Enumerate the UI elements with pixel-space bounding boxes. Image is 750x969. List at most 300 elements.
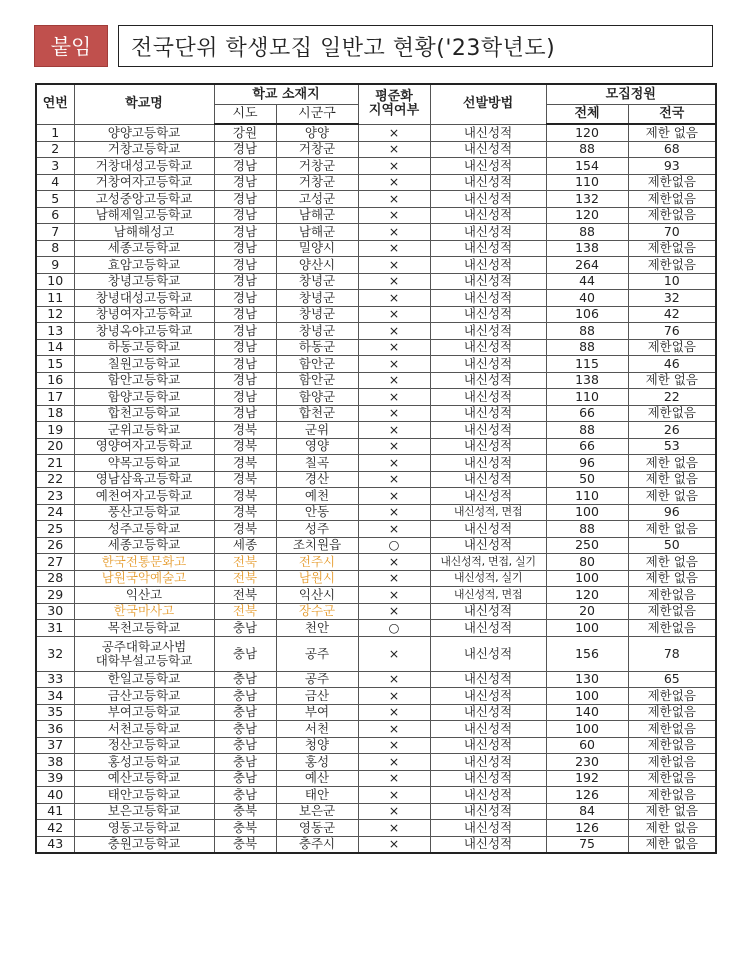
cell-national: 제한 없음 (628, 372, 716, 389)
cell-sido: 경남 (214, 158, 276, 175)
cell-sido: 충남 (214, 620, 276, 637)
cell-national: 제한없음 (628, 754, 716, 771)
table-row (36, 603, 716, 620)
cell-no: 28 (36, 570, 74, 587)
cell-school-name: 금산고등학교 (74, 688, 214, 705)
cell-total: 88 (546, 422, 628, 439)
cell-no: 37 (36, 737, 74, 754)
cell-selection-method: 내신성적 (430, 471, 546, 488)
cell-total: 120 (546, 207, 628, 224)
table-row (36, 141, 716, 158)
cell-sigungu: 창녕군 (276, 273, 358, 290)
cell-total: 96 (546, 455, 628, 472)
cell-total: 100 (546, 504, 628, 521)
cell-national: 제한없음 (628, 620, 716, 637)
page-header (34, 25, 713, 67)
table-row (36, 273, 716, 290)
cell-school-name: 칠원고등학교 (74, 356, 214, 373)
cell-total: 132 (546, 191, 628, 208)
cell-school-name: 양양고등학교 (74, 124, 214, 141)
cell-national: 53 (628, 438, 716, 455)
cell-sido: 충남 (214, 636, 276, 671)
cell-selection-method: 내신성적 (430, 820, 546, 837)
header-school: 학교명 (74, 84, 214, 124)
cell-equalization: × (358, 356, 430, 373)
cell-equalization: × (358, 306, 430, 323)
cell-selection-method: 내신성적 (430, 754, 546, 771)
cell-sido: 경북 (214, 521, 276, 538)
cell-national: 제한없음 (628, 787, 716, 804)
cell-total: 110 (546, 389, 628, 406)
cell-total: 115 (546, 356, 628, 373)
cell-total: 126 (546, 787, 628, 804)
cell-selection-method: 내신성적 (430, 389, 546, 406)
cell-sido: 경남 (214, 405, 276, 422)
cell-no: 31 (36, 620, 74, 637)
cell-selection-method: 내신성적 (430, 405, 546, 422)
cell-equalization: × (358, 455, 430, 472)
cell-national: 93 (628, 158, 716, 175)
cell-sigungu: 함안군 (276, 372, 358, 389)
cell-sigungu: 거창군 (276, 141, 358, 158)
cell-school-name: 성주고등학교 (74, 521, 214, 538)
cell-no: 38 (36, 754, 74, 771)
table-row (36, 191, 716, 208)
cell-sido: 세종 (214, 537, 276, 554)
cell-national: 제한 없음 (628, 803, 716, 820)
cell-national: 제한없음 (628, 405, 716, 422)
cell-no: 6 (36, 207, 74, 224)
cell-national: 68 (628, 141, 716, 158)
cell-equalization: × (358, 704, 430, 721)
attachment-tag: 붙임 (34, 25, 108, 67)
cell-national: 제한없음 (628, 721, 716, 738)
table-row (36, 422, 716, 439)
cell-school-name: 남해제일고등학교 (74, 207, 214, 224)
table-row (36, 504, 716, 521)
cell-no: 23 (36, 488, 74, 505)
cell-national: 제한 없음 (628, 554, 716, 571)
cell-total: 138 (546, 240, 628, 257)
cell-selection-method: 내신성적 (430, 191, 546, 208)
cell-sigungu: 성주 (276, 521, 358, 538)
cell-total: 88 (546, 224, 628, 241)
cell-national: 제한없음 (628, 704, 716, 721)
table-row (36, 537, 716, 554)
cell-national: 제한 없음 (628, 570, 716, 587)
cell-school-name: 함양고등학교 (74, 389, 214, 406)
cell-sigungu: 거창군 (276, 174, 358, 191)
cell-school-name: 한국전통문화고 (74, 554, 214, 571)
cell-equalization: × (358, 273, 430, 290)
cell-sido: 전북 (214, 570, 276, 587)
cell-selection-method: 내신성적 (430, 836, 546, 853)
cell-school-name: 정산고등학교 (74, 737, 214, 754)
cell-selection-method: 내신성적, 면접, 실기 (430, 554, 546, 571)
cell-equalization: × (358, 836, 430, 853)
cell-selection-method: 내신성적 (430, 124, 546, 141)
cell-no: 16 (36, 372, 74, 389)
cell-selection-method: 내신성적 (430, 455, 546, 472)
cell-school-name: 창녕고등학교 (74, 273, 214, 290)
cell-sigungu: 하동군 (276, 339, 358, 356)
cell-equalization: × (358, 603, 430, 620)
cell-sigungu: 예천 (276, 488, 358, 505)
cell-total: 156 (546, 636, 628, 671)
cell-sigungu: 보은군 (276, 803, 358, 820)
cell-equalization: × (358, 688, 430, 705)
cell-sido: 경남 (214, 224, 276, 241)
cell-national: 10 (628, 273, 716, 290)
header-total: 전체 (546, 105, 628, 125)
cell-total: 192 (546, 770, 628, 787)
cell-equalization: × (358, 224, 430, 241)
cell-school-name: 서천고등학교 (74, 721, 214, 738)
cell-total: 230 (546, 754, 628, 771)
cell-sigungu: 군위 (276, 422, 358, 439)
cell-sido: 충남 (214, 671, 276, 688)
cell-sido: 경남 (214, 191, 276, 208)
cell-selection-method: 내신성적 (430, 323, 546, 340)
cell-selection-method: 내신성적 (430, 356, 546, 373)
cell-school-name: 영동고등학교 (74, 820, 214, 837)
cell-national: 32 (628, 290, 716, 307)
cell-no: 14 (36, 339, 74, 356)
cell-equalization: × (358, 754, 430, 771)
cell-national: 제한없음 (628, 603, 716, 620)
cell-sido: 경남 (214, 240, 276, 257)
cell-no: 7 (36, 224, 74, 241)
table-row (36, 820, 716, 837)
cell-equalization: × (358, 389, 430, 406)
cell-total: 100 (546, 688, 628, 705)
cell-national: 22 (628, 389, 716, 406)
cell-national: 26 (628, 422, 716, 439)
cell-sido: 강원 (214, 124, 276, 141)
cell-school-name: 고성중앙고등학교 (74, 191, 214, 208)
cell-total: 106 (546, 306, 628, 323)
cell-selection-method: 내신성적 (430, 257, 546, 274)
cell-sigungu: 부여 (276, 704, 358, 721)
cell-equalization: × (358, 671, 430, 688)
header-quota: 모집정원 (546, 84, 716, 105)
cell-national: 제한 없음 (628, 471, 716, 488)
table-body (36, 124, 716, 853)
cell-school-name: 한국마사고 (74, 603, 214, 620)
cell-no: 42 (36, 820, 74, 837)
cell-sigungu: 경산 (276, 471, 358, 488)
header-selection: 선발방법 (430, 84, 546, 124)
cell-no: 26 (36, 537, 74, 554)
cell-sido: 전북 (214, 554, 276, 571)
cell-school-name: 보은고등학교 (74, 803, 214, 820)
cell-sido: 경북 (214, 471, 276, 488)
cell-sido: 경북 (214, 422, 276, 439)
cell-sigungu: 고성군 (276, 191, 358, 208)
cell-equalization: × (358, 290, 430, 307)
table-row (36, 455, 716, 472)
cell-no: 40 (36, 787, 74, 804)
cell-sido: 경북 (214, 455, 276, 472)
cell-national: 제한없음 (628, 688, 716, 705)
cell-national: 제한없음 (628, 770, 716, 787)
cell-equalization: × (358, 323, 430, 340)
cell-national: 제한없음 (628, 174, 716, 191)
cell-national: 제한 없음 (628, 124, 716, 141)
cell-school-name: 약목고등학교 (74, 455, 214, 472)
cell-national: 제한 없음 (628, 820, 716, 837)
cell-sido: 충남 (214, 704, 276, 721)
cell-total: 60 (546, 737, 628, 754)
cell-school-name: 세종고등학교 (74, 537, 214, 554)
cell-no: 15 (36, 356, 74, 373)
cell-selection-method: 내신성적 (430, 521, 546, 538)
cell-equalization: × (358, 803, 430, 820)
cell-selection-method: 내신성적 (430, 438, 546, 455)
header-sido: 시도 (214, 105, 276, 125)
cell-school-name: 세종고등학교 (74, 240, 214, 257)
cell-school-name: 하동고등학교 (74, 339, 214, 356)
cell-equalization: × (358, 636, 430, 671)
cell-equalization: × (358, 339, 430, 356)
cell-total: 40 (546, 290, 628, 307)
table-row (36, 671, 716, 688)
cell-national: 제한 없음 (628, 836, 716, 853)
cell-equalization: ○ (358, 620, 430, 637)
cell-sigungu: 합천군 (276, 405, 358, 422)
cell-equalization: × (358, 570, 430, 587)
cell-school-name: 창녕여자고등학교 (74, 306, 214, 323)
cell-school-name: 남해해성고 (74, 224, 214, 241)
cell-sido: 충남 (214, 770, 276, 787)
cell-no: 1 (36, 124, 74, 141)
cell-national: 46 (628, 356, 716, 373)
cell-national: 65 (628, 671, 716, 688)
cell-sido: 경남 (214, 339, 276, 356)
cell-sido: 경남 (214, 141, 276, 158)
cell-sigungu: 금산 (276, 688, 358, 705)
cell-equalization: × (358, 422, 430, 439)
cell-national: 제한없음 (628, 257, 716, 274)
cell-no: 2 (36, 141, 74, 158)
cell-selection-method: 내신성적 (430, 737, 546, 754)
table-row (36, 688, 716, 705)
table-row (36, 554, 716, 571)
cell-school-name: 목천고등학교 (74, 620, 214, 637)
cell-sigungu: 거창군 (276, 158, 358, 175)
cell-total: 100 (546, 620, 628, 637)
cell-selection-method: 내신성적 (430, 174, 546, 191)
cell-no: 25 (36, 521, 74, 538)
table-row (36, 636, 716, 671)
table-row (36, 770, 716, 787)
cell-sido: 경남 (214, 174, 276, 191)
cell-school-name: 합천고등학교 (74, 405, 214, 422)
table-row (36, 389, 716, 406)
cell-total: 88 (546, 339, 628, 356)
cell-school-name: 충원고등학교 (74, 836, 214, 853)
cell-selection-method: 내신성적 (430, 704, 546, 721)
cell-national: 제한 없음 (628, 488, 716, 505)
cell-no: 35 (36, 704, 74, 721)
cell-no: 34 (36, 688, 74, 705)
cell-national: 78 (628, 636, 716, 671)
cell-sido: 경남 (214, 356, 276, 373)
cell-national: 제한없음 (628, 339, 716, 356)
cell-national: 제한없음 (628, 240, 716, 257)
cell-sido: 경북 (214, 438, 276, 455)
cell-total: 250 (546, 537, 628, 554)
header-sigungu: 시군구 (276, 105, 358, 125)
cell-total: 120 (546, 587, 628, 604)
cell-school-name: 군위고등학교 (74, 422, 214, 439)
cell-selection-method: 내신성적 (430, 422, 546, 439)
cell-equalization: × (358, 471, 430, 488)
cell-national: 76 (628, 323, 716, 340)
cell-sido: 충남 (214, 754, 276, 771)
cell-total: 154 (546, 158, 628, 175)
table-row (36, 587, 716, 604)
cell-total: 140 (546, 704, 628, 721)
cell-school-name: 예산고등학교 (74, 770, 214, 787)
cell-sigungu: 남원시 (276, 570, 358, 587)
cell-sigungu: 전주시 (276, 554, 358, 571)
cell-no: 27 (36, 554, 74, 571)
cell-school-name: 영남삼육고등학교 (74, 471, 214, 488)
cell-school-name: 한일고등학교 (74, 671, 214, 688)
cell-national: 제한없음 (628, 587, 716, 604)
cell-no: 3 (36, 158, 74, 175)
cell-school-name: 예천여자고등학교 (74, 488, 214, 505)
cell-equalization: × (358, 737, 430, 754)
cell-equalization: × (358, 504, 430, 521)
cell-sido: 경남 (214, 372, 276, 389)
cell-sigungu: 창녕군 (276, 306, 358, 323)
schools-table (35, 83, 717, 854)
table-row (36, 721, 716, 738)
table-row (36, 174, 716, 191)
table-row (36, 488, 716, 505)
cell-school-name: 거창고등학교 (74, 141, 214, 158)
cell-no: 11 (36, 290, 74, 307)
cell-sido: 경남 (214, 273, 276, 290)
cell-equalization: ○ (358, 537, 430, 554)
cell-sido: 충북 (214, 836, 276, 853)
table-row (36, 787, 716, 804)
table-row (36, 323, 716, 340)
cell-sigungu: 조치원읍 (276, 537, 358, 554)
cell-selection-method: 내신성적 (430, 688, 546, 705)
cell-sigungu: 창녕군 (276, 323, 358, 340)
cell-selection-method: 내신성적, 면접 (430, 504, 546, 521)
cell-no: 29 (36, 587, 74, 604)
cell-equalization: × (358, 554, 430, 571)
cell-total: 50 (546, 471, 628, 488)
cell-selection-method: 내신성적 (430, 803, 546, 820)
cell-no: 24 (36, 504, 74, 521)
cell-total: 264 (546, 257, 628, 274)
cell-sigungu: 양양 (276, 124, 358, 141)
cell-no: 17 (36, 389, 74, 406)
cell-selection-method: 내신성적 (430, 240, 546, 257)
cell-equalization: × (358, 770, 430, 787)
table-row (36, 521, 716, 538)
cell-national: 제한 없음 (628, 521, 716, 538)
table-row (36, 704, 716, 721)
table-row (36, 306, 716, 323)
cell-equalization: × (358, 174, 430, 191)
cell-selection-method: 내신성적 (430, 721, 546, 738)
cell-sigungu: 영양 (276, 438, 358, 455)
cell-total: 138 (546, 372, 628, 389)
cell-sigungu: 창녕군 (276, 290, 358, 307)
cell-no: 36 (36, 721, 74, 738)
cell-national: 제한없음 (628, 191, 716, 208)
table-row (36, 257, 716, 274)
cell-selection-method: 내신성적 (430, 636, 546, 671)
cell-selection-method: 내신성적 (430, 339, 546, 356)
cell-equalization: × (358, 191, 430, 208)
cell-no: 4 (36, 174, 74, 191)
cell-school-name: 남원국악예술고 (74, 570, 214, 587)
cell-sigungu: 안동 (276, 504, 358, 521)
cell-national: 96 (628, 504, 716, 521)
cell-no: 9 (36, 257, 74, 274)
cell-total: 44 (546, 273, 628, 290)
cell-selection-method: 내신성적 (430, 620, 546, 637)
cell-no: 5 (36, 191, 74, 208)
table-row (36, 405, 716, 422)
cell-school-name: 공주대학교사범 대학부설고등학교 (74, 636, 214, 671)
cell-equalization: × (358, 721, 430, 738)
cell-no: 20 (36, 438, 74, 455)
cell-sido: 충남 (214, 688, 276, 705)
cell-selection-method: 내신성적 (430, 141, 546, 158)
table-row (36, 836, 716, 853)
header-no: 연번 (36, 84, 74, 124)
cell-selection-method: 내신성적 (430, 770, 546, 787)
cell-total: 66 (546, 405, 628, 422)
cell-sigungu: 함양군 (276, 389, 358, 406)
cell-sido: 경북 (214, 504, 276, 521)
cell-selection-method: 내신성적 (430, 306, 546, 323)
cell-school-name: 부여고등학교 (74, 704, 214, 721)
cell-sigungu: 공주 (276, 671, 358, 688)
cell-selection-method: 내신성적 (430, 671, 546, 688)
cell-total: 130 (546, 671, 628, 688)
cell-equalization: × (358, 240, 430, 257)
cell-total: 84 (546, 803, 628, 820)
cell-selection-method: 내신성적 (430, 290, 546, 307)
cell-total: 110 (546, 174, 628, 191)
cell-selection-method: 내신성적 (430, 273, 546, 290)
table-row (36, 207, 716, 224)
header-national: 전국 (628, 105, 716, 125)
cell-sigungu: 장수군 (276, 603, 358, 620)
table-row (36, 754, 716, 771)
cell-school-name: 태안고등학교 (74, 787, 214, 804)
cell-selection-method: 내신성적 (430, 372, 546, 389)
cell-school-name: 홍성고등학교 (74, 754, 214, 771)
cell-school-name: 창녕대성고등학교 (74, 290, 214, 307)
table-row (36, 339, 716, 356)
table-row (36, 737, 716, 754)
cell-sigungu: 남해군 (276, 224, 358, 241)
cell-school-name: 풍산고등학교 (74, 504, 214, 521)
cell-sigungu: 청양 (276, 737, 358, 754)
cell-sido: 경북 (214, 488, 276, 505)
cell-sido: 경남 (214, 389, 276, 406)
